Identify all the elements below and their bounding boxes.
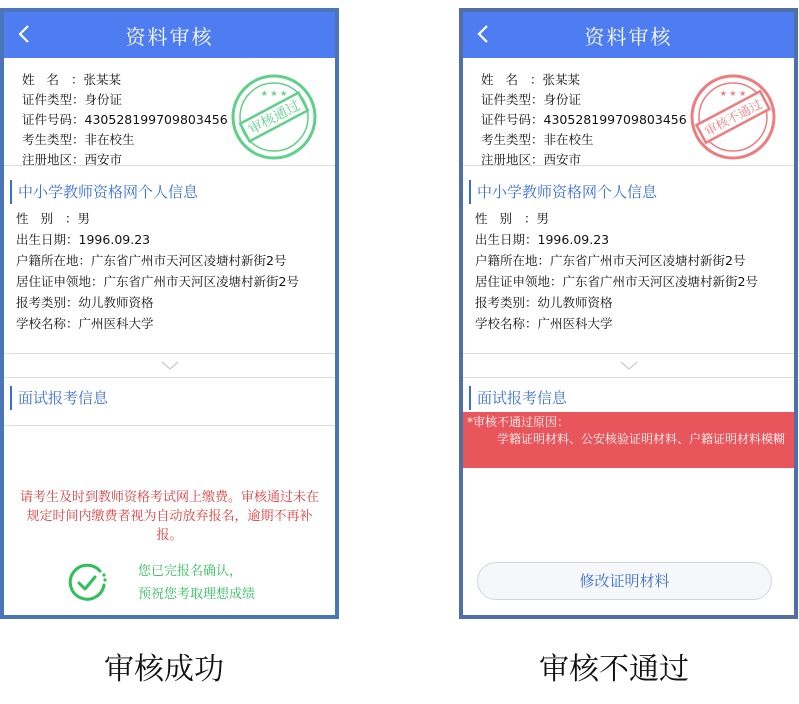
info-row-residence: 居住证申领地：广东省广州市天河区凌塘村新街2号 [475,274,758,289]
svg-text:审核通过: 审核通过 [245,97,303,139]
svg-text:★ ★ ★: ★ ★ ★ [719,89,747,98]
info-row-id-type: 证件类型：身份证 [481,92,582,107]
screen-approved [0,8,339,619]
page-title: 资料审核 [584,24,673,49]
info-row-region: 注册地区：西安市 [481,152,582,167]
caption-approved: 审核成功 [104,652,224,687]
info-row-category: 报考类别：幼儿教师资格 [16,295,154,310]
chevron-left-icon[interactable] [14,23,36,45]
info-row-id-number: 证件号码：430528199709803456 [22,112,228,127]
chevron-down-icon[interactable] [161,361,179,371]
basic-info [4,58,335,166]
info-row-candidate-type: 考生类型：非在校生 [481,132,594,147]
info-row-residence: 居住证申领地：广东省广州市天河区凌塘村新街2号 [16,274,299,289]
info-row-birthdate: 出生日期：1996.09.23 [475,232,610,247]
info-row-region: 注册地区：西安市 [22,152,123,167]
rejection-reason-detail: 学籍证明材料、公安核验证明材料、户籍证明材料模糊 [497,432,786,446]
rejection-reason-banner [463,412,794,468]
chevron-left-icon[interactable] [473,23,495,45]
top-bar [4,12,335,58]
confirm-line-1: 您已完报名确认， [138,564,243,579]
personal-info-section [463,180,794,354]
info-row-school: 学校名称：广州医科大学 [475,316,613,331]
approved-stamp [229,72,319,162]
personal-info-section [4,180,335,354]
section-title-interview: 面试报考信息 [10,386,335,410]
top-bar [463,12,794,58]
info-row-gender: 性别：男 [16,211,91,226]
section-title-personal: 中小学教师资格网个人信息 [469,180,794,204]
modify-documents-button[interactable]: 修改证明材料 [477,562,772,600]
interview-info-section [4,386,335,426]
check-circle-icon [66,561,108,603]
payment-notice: 请考生及时到教师资格考试网上缴费。审核通过未在规定时间内缴费者视为自动放弃报名，逾期不再补报。 [20,490,320,543]
info-row-school: 学校名称：广州医科大学 [16,316,154,331]
info-row-id-number: 证件号码：430528199709803456 [481,112,687,127]
info-row-gender: 性别：男 [475,211,550,226]
expand-toggle[interactable] [463,354,794,378]
info-row-household: 户籍所在地：广东省广州市天河区凌塘村新街2号 [16,253,287,268]
info-row-household: 户籍所在地：广东省广州市天河区凌塘村新街2号 [475,253,746,268]
info-row-candidate-type: 考生类型：非在校生 [22,132,135,147]
screen-rejected [459,8,798,619]
confirm-line-2: 预祝您考取理想成绩 [138,587,256,602]
basic-info [463,58,794,166]
section-title-personal: 中小学教师资格网个人信息 [10,180,335,204]
caption-rejected: 审核不通过 [539,652,689,687]
rejection-reason-title: *审核不通过原因： [467,415,570,429]
section-title-interview: 面试报考信息 [469,386,794,410]
chevron-down-icon[interactable] [620,361,638,371]
info-row-name: 姓名：张某某 [481,72,581,87]
expand-toggle[interactable] [4,354,335,378]
confirmation-message [66,560,286,606]
svg-text:审核不通过: 审核不通过 [702,96,765,139]
page-title: 资料审核 [125,24,214,49]
info-row-name: 姓名：张某某 [22,72,122,87]
info-row-birthdate: 出生日期：1996.09.23 [16,232,151,247]
svg-text:★ ★ ★: ★ ★ ★ [260,89,288,98]
info-row-id-type: 证件类型：身份证 [22,92,123,107]
info-row-category: 报考类别：幼儿教师资格 [475,295,613,310]
rejected-stamp [688,72,778,162]
